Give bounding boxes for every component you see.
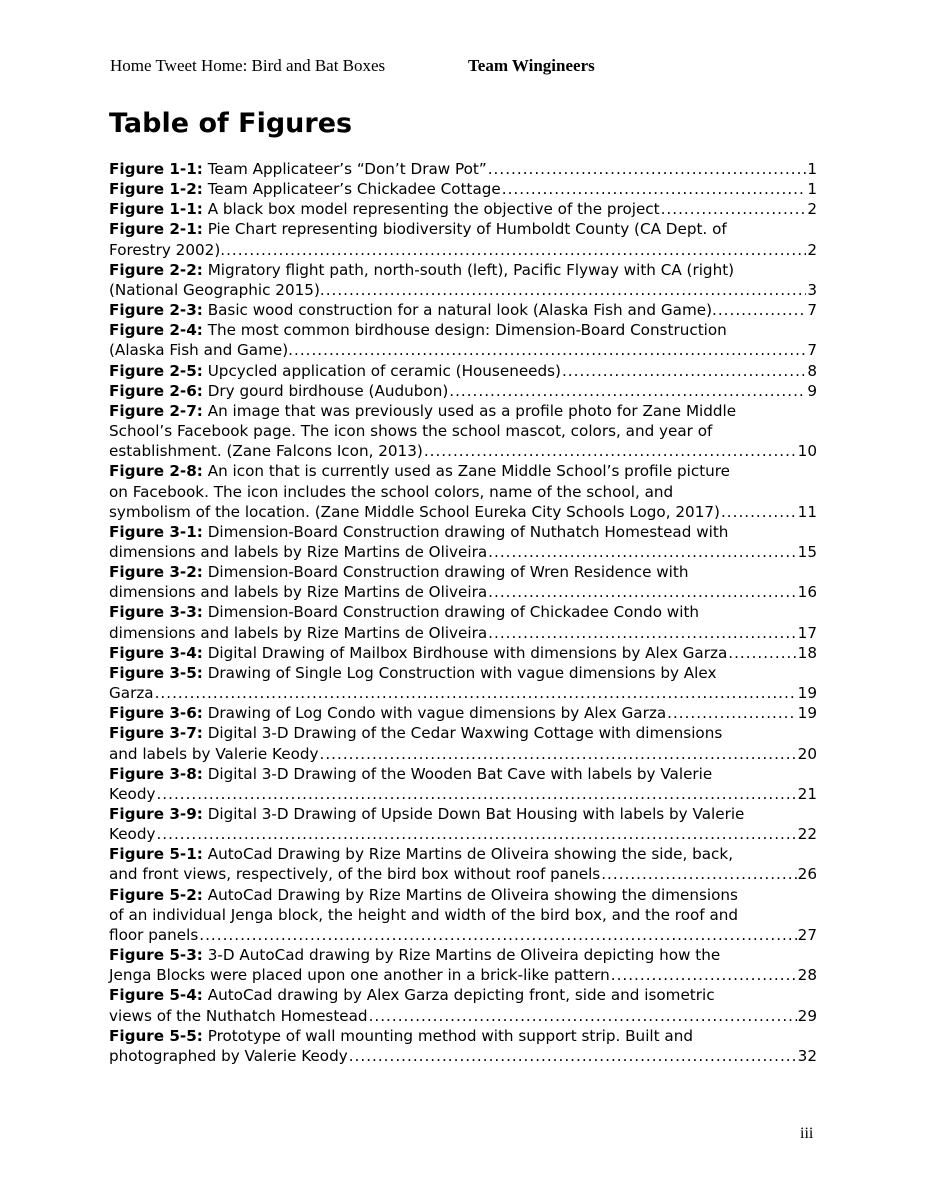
figure-page-number: 18: [797, 643, 817, 662]
figure-caption: [109, 864, 600, 884]
table-of-figures-list: [109, 159, 817, 1066]
figure-caption-text: Digital 3-D Drawing of the Cedar Waxwing Cottage with dimensions: [207, 724, 723, 743]
figure-entry-line: [109, 461, 817, 481]
figure-entry-line: [109, 1046, 817, 1066]
figure-entry-line: [109, 623, 817, 643]
figure-number: Figure 5-5:: [109, 1026, 203, 1045]
figure-caption-text: (National Geographic 2015).: [109, 280, 325, 299]
figure-caption-text: Dimension-Board Construction drawing of Wren Residence with: [207, 563, 689, 582]
figure-caption-text: views of the Nuthatch Homestead: [109, 1006, 368, 1025]
dot-leader: [326, 280, 807, 300]
figure-page-number: 29: [797, 1006, 817, 1025]
figure-page-number: 20: [797, 744, 817, 763]
figure-number: Figure 3-7:: [109, 724, 203, 743]
figure-entry[interactable]: [109, 663, 817, 703]
dot-leader: [488, 159, 807, 179]
figure-entry-line: [109, 925, 817, 945]
figure-page-number: 3: [807, 280, 817, 299]
figure-number: Figure 2-5:: [109, 361, 203, 380]
figure-entry[interactable]: [109, 804, 817, 844]
figure-number: Figure 1-1:: [109, 160, 203, 178]
figure-entry[interactable]: [109, 361, 817, 381]
figure-entry-line: [109, 885, 817, 905]
dot-leader: [369, 1006, 797, 1026]
figure-caption-text: Keody: [109, 784, 156, 803]
figure-caption-text: Drawing of Single Log Construction with vague dimensions by Alex: [207, 663, 717, 682]
figure-number: Figure 5-3:: [109, 946, 203, 965]
figure-caption-text: of an individual Jenga block, the height and width of the bird box, and the roof and: [109, 905, 739, 924]
figure-page-number: 8: [807, 361, 817, 380]
figure-entry[interactable]: [109, 844, 817, 884]
figure-caption: [109, 502, 720, 522]
figure-page-number: 7: [807, 341, 817, 360]
dot-leader: [728, 643, 796, 663]
dot-leader: [661, 199, 807, 219]
figure-number: Figure 5-1:: [109, 845, 203, 864]
figure-number: Figure 2-7:: [109, 401, 203, 420]
figure-entry-line: [109, 320, 817, 340]
figure-entry[interactable]: [109, 199, 817, 219]
figure-caption: [109, 744, 319, 764]
figure-entry-line: [109, 1006, 817, 1026]
dot-leader: [349, 1046, 797, 1066]
figure-caption-text: dimensions and labels by Rize Martins de Oliveira: [109, 623, 488, 642]
figure-entry-line: [109, 844, 817, 864]
figure-entry-line: [109, 985, 817, 1005]
figure-entry[interactable]: [109, 219, 817, 259]
dot-leader: [488, 582, 797, 602]
running-header: [110, 56, 830, 80]
figure-entry[interactable]: [109, 320, 817, 360]
figure-entry-line: [109, 542, 817, 562]
figure-entry-line: [109, 441, 817, 461]
figure-caption-text: Dimension-Board Construction drawing of Nuthatch Homestead with: [207, 522, 729, 541]
figure-entry[interactable]: [109, 300, 817, 320]
figure-caption-text: symbolism of the location. (Zane Middle School Eureka City Schools Logo, 2017): [109, 502, 720, 521]
figure-caption: [109, 240, 225, 260]
figure-entry-line: [109, 723, 817, 743]
figure-page-number: 17: [797, 623, 817, 642]
figure-caption: [109, 824, 155, 844]
figure-caption-text: An icon that is currently used as Zane Middle School’s profile picture: [207, 462, 731, 481]
figure-caption: [109, 703, 666, 723]
figure-caption: [109, 623, 487, 643]
figure-entry[interactable]: [109, 159, 817, 179]
dot-leader: [488, 623, 797, 643]
figure-caption-text: Team Applicateer’s “Don’t Draw Pot”: [207, 160, 487, 178]
figure-caption-text: AutoCad Drawing by Rize Martins de Oliveira showing the dimensions: [207, 885, 738, 904]
figure-page-number: 32: [797, 1046, 817, 1065]
figure-entry[interactable]: [109, 643, 817, 663]
figure-number: Figure 3-5:: [109, 663, 203, 682]
figure-entry-line: [109, 1026, 817, 1046]
figure-entry-line: [109, 502, 817, 522]
figure-caption-text: Pie Chart representing biodiversity of Humboldt County (CA Dept. of: [207, 220, 727, 239]
figure-entry-line: [109, 280, 817, 300]
figure-caption: [109, 361, 561, 381]
figure-caption-text: establishment. (Zane Falcons Icon, 2013): [109, 442, 423, 461]
figure-entry-line: [109, 905, 817, 925]
figure-caption-text: Jenga Blocks were placed upon one another in a brick-like pattern: [109, 966, 610, 985]
figure-page-number: 1: [807, 160, 817, 178]
figure-entry-line: [109, 219, 817, 239]
figure-entry[interactable]: [109, 723, 817, 763]
header-team-name: Team Wingineers: [468, 56, 595, 75]
figure-caption-text: Dry gourd birdhouse (Audubon): [207, 381, 449, 400]
figure-entry[interactable]: [109, 522, 817, 562]
figure-caption-text: Garza: [109, 684, 154, 703]
dot-leader: [226, 240, 806, 260]
figure-page-number: 26: [797, 865, 817, 884]
dot-leader: [424, 441, 797, 461]
figure-caption: [109, 381, 448, 401]
figure-caption: [109, 683, 154, 703]
figure-caption-text: Basic wood construction for a natural look (Alaska Fish and Game).: [207, 301, 717, 320]
figure-page-number: 16: [797, 583, 817, 602]
figure-entry-line: [109, 703, 817, 723]
figure-page-number: 2: [807, 200, 817, 219]
figure-caption-text: floor panels: [109, 925, 199, 944]
figure-entry[interactable]: [109, 602, 817, 642]
figure-caption-text: and front views, respectively, of the bird box without roof panels: [109, 865, 601, 884]
figure-page-number: 21: [797, 784, 817, 803]
figure-entry-line: [109, 179, 817, 199]
figure-entry-line: [109, 401, 817, 421]
figure-caption-text: (Alaska Fish and Game).: [109, 341, 293, 360]
figure-entry-line: [109, 824, 817, 844]
figure-entry[interactable]: [109, 1026, 817, 1066]
figure-number: Figure 3-2:: [109, 563, 203, 582]
figure-caption: [109, 784, 155, 804]
figure-caption-text: Prototype of wall mounting method with support strip. Built and: [207, 1026, 693, 1045]
figure-number: Figure 2-6:: [109, 381, 203, 400]
dot-leader: [721, 502, 797, 522]
figure-caption-text: AutoCad drawing by Alex Garza depicting front, side and isometric: [207, 986, 715, 1005]
figure-page-number: 27: [797, 925, 817, 944]
figure-caption: [109, 179, 501, 199]
dot-leader: [156, 784, 796, 804]
figure-caption-text: Digital Drawing of Mailbox Birdhouse with dimensions by Alex Garza: [207, 643, 728, 662]
figure-caption-text: Forestry 2002).: [109, 240, 226, 259]
figure-entry-line: [109, 482, 817, 502]
figure-number: Figure 2-3:: [109, 301, 203, 320]
figure-caption: [109, 582, 487, 602]
figure-number: Figure 2-8:: [109, 462, 203, 481]
page-number: iii: [800, 1125, 814, 1142]
figure-entry-line: [109, 421, 817, 441]
dot-leader: [667, 703, 797, 723]
figure-entry-line: [109, 562, 817, 582]
dot-leader: [156, 824, 796, 844]
figure-entry-line: [109, 340, 817, 360]
figure-entry-line: [109, 361, 817, 381]
figure-page-number: 11: [797, 502, 817, 521]
figure-number: Figure 3-4:: [109, 643, 203, 662]
figure-entry-line: [109, 945, 817, 965]
figure-caption: [109, 280, 325, 300]
figure-number: Figure 3-8:: [109, 764, 203, 783]
figure-caption-text: Keody: [109, 825, 156, 844]
figure-number: Figure 2-2:: [109, 260, 203, 279]
figure-entry[interactable]: [109, 562, 817, 602]
figure-caption: [109, 1046, 348, 1066]
figure-entry[interactable]: [109, 461, 817, 521]
dot-leader: [601, 864, 796, 884]
page-title: Table of Figures: [109, 108, 353, 139]
figure-entry-line: [109, 582, 817, 602]
figure-entry[interactable]: [109, 179, 817, 199]
figure-entry[interactable]: [109, 985, 817, 1025]
figure-entry[interactable]: [109, 764, 817, 804]
figure-entry-line: [109, 764, 817, 784]
figure-entry-line: [109, 784, 817, 804]
figure-entry[interactable]: [109, 703, 817, 723]
figure-number: Figure 3-3:: [109, 603, 203, 622]
figure-entry-line: [109, 804, 817, 824]
figure-caption: [109, 965, 610, 985]
figure-number: Figure 3-6:: [109, 704, 203, 723]
figure-caption-text: Migratory flight path, north-south (left), Pacific Flyway with CA (right): [207, 260, 735, 279]
figure-entry-line: [109, 300, 817, 320]
figure-number: Figure 5-4:: [109, 986, 203, 1005]
figure-caption-text: Team Applicateer’s Chickadee Cottage: [207, 180, 501, 199]
figure-entry-line: [109, 864, 817, 884]
figure-caption-text: Upcycled application of ceramic (Houseneeds): [207, 361, 561, 380]
figure-caption: [109, 199, 660, 219]
figure-number: Figure 3-1:: [109, 522, 203, 541]
figure-caption-text: dimensions and labels by Rize Martins de Oliveira: [109, 542, 488, 561]
dot-leader: [562, 361, 806, 381]
figure-caption-text: The most common birdhouse design: Dimension-Board Construction: [207, 321, 727, 340]
figure-page-number: 2: [807, 240, 817, 259]
header-document-title: Home Tweet Home: Bird and Bat Boxes: [110, 56, 386, 75]
figure-entry[interactable]: [109, 945, 817, 985]
figure-caption-text: Drawing of Log Condo with vague dimensions by Alex Garza: [207, 704, 667, 723]
figure-caption-text: Digital 3-D Drawing of Upside Down Bat Housing with labels by Valerie: [207, 805, 745, 823]
figure-number: Figure 5-2:: [109, 885, 203, 904]
figure-caption: [109, 925, 198, 945]
dot-leader: [155, 683, 797, 703]
figure-caption-text: and labels by Valerie Keody: [109, 744, 319, 763]
figure-entry-line: [109, 663, 817, 683]
figure-entry-line: [109, 240, 817, 260]
figure-entry-line: [109, 683, 817, 703]
figure-caption-text: A black box model representing the objective of the project: [207, 200, 660, 219]
figure-entry-line: [109, 260, 817, 280]
figure-caption: [109, 1006, 368, 1026]
dot-leader: [488, 542, 797, 562]
figure-caption-text: on Facebook. The icon includes the school colors, name of the school, and: [109, 482, 674, 501]
figure-caption: [109, 340, 293, 360]
figure-caption-text: Digital 3-D Drawing of the Wooden Bat Cave with labels by Valerie: [207, 764, 713, 783]
dot-leader: [294, 340, 806, 360]
figure-caption-text: dimensions and labels by Rize Martins de Oliveira: [109, 583, 488, 602]
figure-caption-text: photographed by Valerie Keody: [109, 1046, 348, 1065]
dot-leader: [320, 744, 797, 764]
figure-number: Figure 2-1:: [109, 220, 203, 239]
figure-entry-line: [109, 744, 817, 764]
figure-page-number: 9: [807, 381, 817, 400]
figure-page-number: 10: [797, 442, 817, 461]
figure-entry-line: [109, 643, 817, 663]
figure-caption-text: Dimension-Board Construction drawing of Chickadee Condo with: [207, 603, 700, 622]
dot-leader: [502, 179, 807, 199]
figure-caption: [109, 441, 423, 461]
figure-page-number: 22: [797, 825, 817, 844]
figure-caption-text: An image that was previously used as a profile photo for Zane Middle: [207, 401, 737, 420]
figure-entry-line: [109, 159, 817, 179]
figure-page-number: 1: [807, 180, 817, 199]
figure-caption: [109, 300, 717, 320]
figure-page-number: 7: [807, 301, 817, 320]
figure-page-number: 15: [797, 542, 817, 561]
figure-entry-line: [109, 965, 817, 985]
figure-page-number: 28: [797, 966, 817, 985]
figure-page-number: 19: [797, 704, 817, 723]
figure-page-number: 19: [797, 684, 817, 703]
figure-number: Figure 2-4:: [109, 321, 203, 340]
figure-number: Figure 3-9:: [109, 805, 203, 823]
figure-entry[interactable]: [109, 381, 817, 401]
figure-entry[interactable]: [109, 885, 817, 945]
figure-caption: [109, 542, 487, 562]
figure-caption-text: AutoCad Drawing by Rize Martins de Oliveira showing the side, back,: [207, 845, 734, 864]
figure-caption-text: 3-D AutoCad drawing by Rize Martins de Oliveira depicting how the: [207, 946, 721, 965]
figure-number: Figure 1-1:: [109, 200, 203, 219]
figure-number: Figure 1-2:: [109, 180, 203, 199]
dot-leader: [611, 965, 797, 985]
dot-leader: [718, 300, 806, 320]
dot-leader: [449, 381, 806, 401]
figure-entry-line: [109, 602, 817, 622]
figure-entry-line: [109, 199, 817, 219]
figure-entry[interactable]: [109, 260, 817, 300]
figure-entry[interactable]: [109, 401, 817, 461]
figure-caption-text: School’s Facebook page. The icon shows the school mascot, colors, and year of: [109, 422, 713, 441]
figure-entry-line: [109, 381, 817, 401]
figure-caption: [109, 159, 487, 179]
dot-leader: [199, 925, 796, 945]
figure-caption: [109, 643, 727, 663]
figure-entry-line: [109, 522, 817, 542]
